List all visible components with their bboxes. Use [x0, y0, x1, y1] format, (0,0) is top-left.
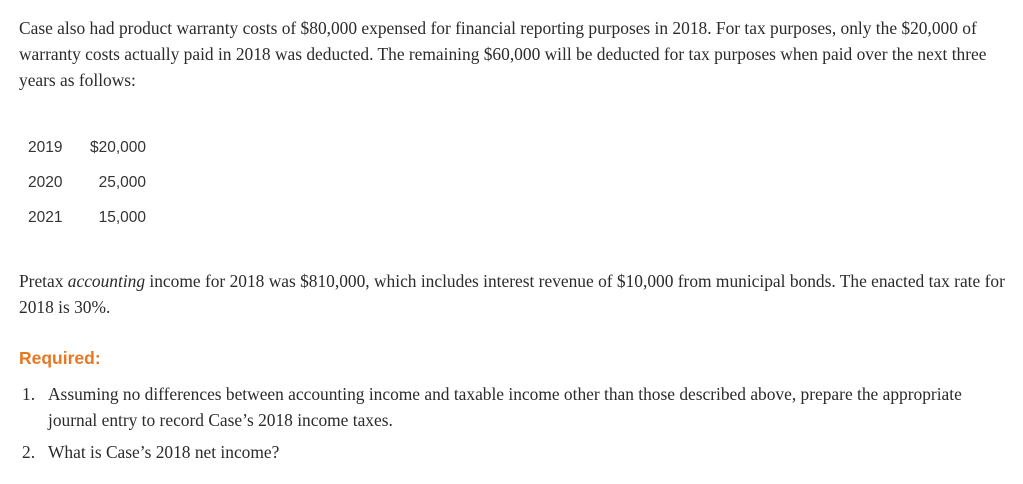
pretax-emphasis: accounting	[67, 271, 146, 291]
item-number: 2.	[22, 442, 36, 462]
required-heading: Required:	[19, 348, 101, 368]
list-item	[19, 381, 1009, 433]
table-row	[28, 165, 146, 200]
item-text: Assuming no differences between accounting income and taxable income other than those described above, prepare the appropriate journal entry to record Case’s 2018 income taxes.	[48, 384, 962, 430]
year-cell: 2021	[28, 208, 63, 226]
list-item	[19, 439, 1009, 465]
intro-paragraph: Case also had product warranty costs of $80,000 expensed for financial reporting purposes in 2018. For tax purposes, only the $20,000 of warranty costs actually paid in 2018 was deducted. The remaining $60,000 will be deducted for tax purposes when paid over the next three years as follows:	[19, 18, 987, 90]
amount-cell: 15,000	[98, 208, 146, 226]
requirements-list	[19, 381, 1009, 471]
year-cell: 2020	[28, 173, 63, 191]
pretax-text-end: income for 2018 was $810,000, which includes interest revenue of $10,000 from municipal bonds. The enacted tax rate for 2018 is 30%.	[19, 271, 1005, 317]
amount-cell: $20,000	[89, 138, 146, 156]
year-cell: 2019	[28, 138, 63, 156]
pretax-paragraph	[19, 268, 1009, 320]
warranty-schedule-table	[28, 130, 146, 235]
table-row	[28, 200, 146, 235]
item-text: What is Case’s 2018 net income?	[48, 442, 280, 462]
amount-cell: 25,000	[98, 173, 146, 191]
pretax-text-start: Pretax	[19, 271, 68, 291]
item-number: 1.	[22, 384, 36, 404]
table-row	[28, 130, 146, 165]
